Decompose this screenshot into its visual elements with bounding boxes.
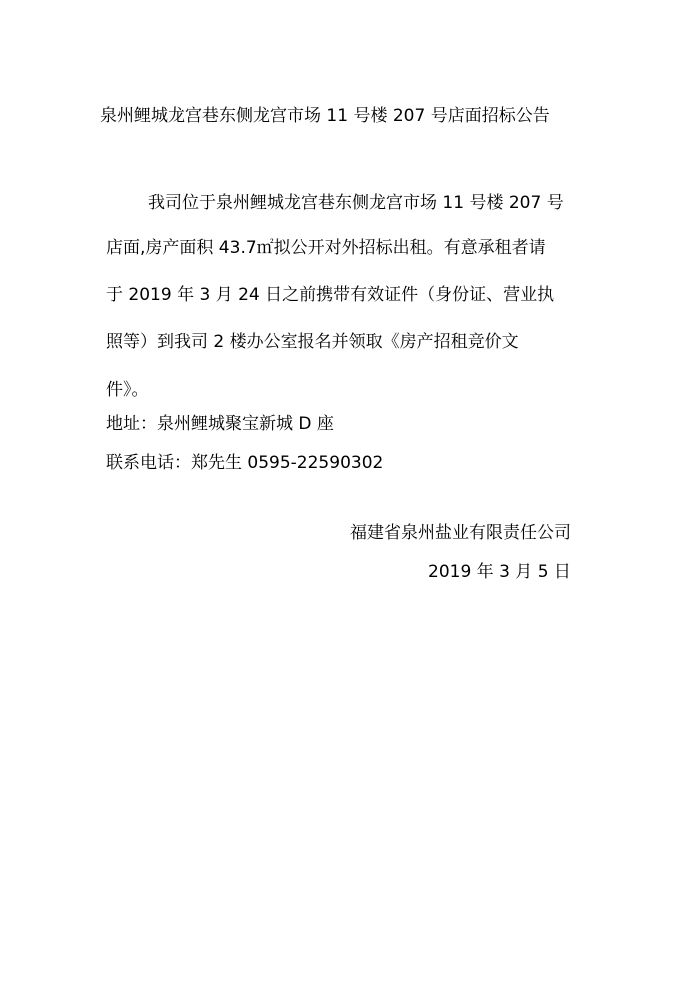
body-paragraph-line: 店面,房产面积 43.7㎡拟公开对外招标出租。有意承租者请 [106, 238, 546, 258]
signature-date: 2019 年 3 月 5 日 [428, 562, 571, 582]
contact-phone-line: 联系电话：郑先生 0595-22590302 [106, 453, 384, 473]
body-paragraph-line: 于 2019 年 3 月 24 日之前携带有效证件（身份证、营业执 [106, 285, 555, 305]
address-line: 地址：泉州鲤城聚宝新城 D 座 [106, 414, 334, 434]
body-paragraph-line: 件》。 [106, 380, 149, 400]
body-paragraph-line: 我司位于泉州鲤城龙宫巷东侧龙宫市场 11 号楼 207 号 [148, 193, 564, 213]
document-title: 泉州鲤城龙宫巷东侧龙宫市场 11 号楼 207 号店面招标公告 [100, 106, 550, 126]
company-signature: 福建省泉州盐业有限责任公司 [350, 523, 571, 543]
body-paragraph-line: 照等）到我司 2 楼办公室报名并领取《房产招租竞价文 [106, 332, 519, 352]
